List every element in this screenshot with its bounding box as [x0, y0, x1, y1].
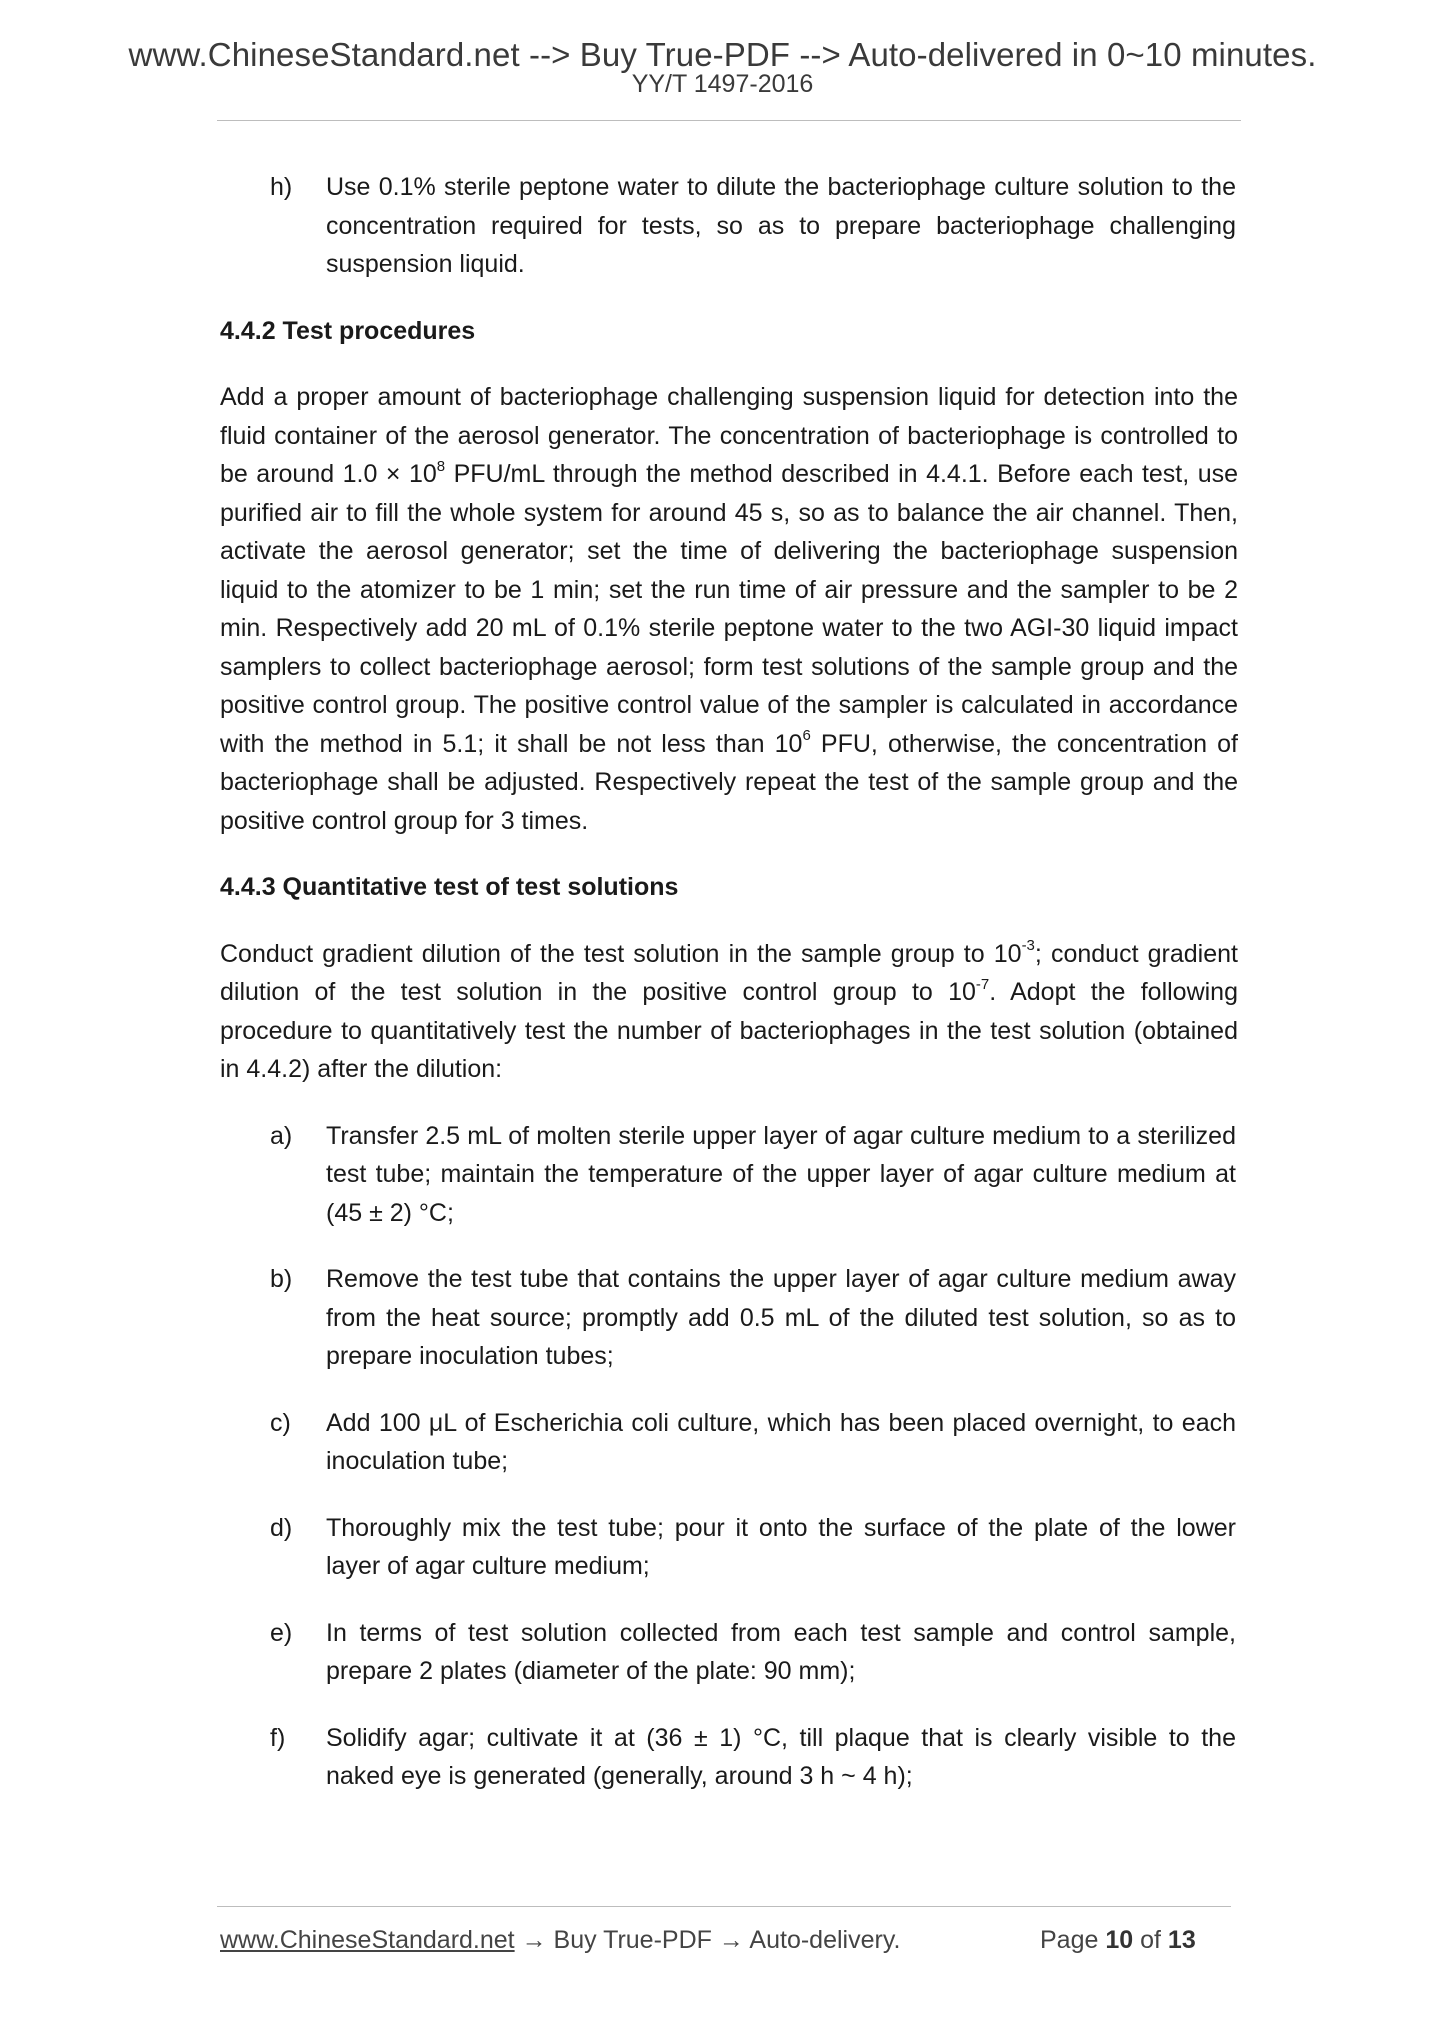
arrow-icon: → [711, 1926, 750, 1954]
list-item-label: a) [270, 1121, 293, 1150]
list-item-e [220, 1614, 1238, 1691]
list-item-label: c) [270, 1408, 291, 1437]
list-item-text: Solidify agar; cultivate it at (36 ± 1) °C, till plaque that is clearly visible to the naked eye is generated (generally, around 3 h ~ 4 h); [326, 1723, 1236, 1790]
footer-divider [217, 1906, 1231, 1907]
page-label: Page [1040, 1926, 1099, 1954]
paragraph-text: PFU, otherwise, the concentration of bacteriophage shall be adjusted. Respectively repeat the test of the sample group and the positive control group for 3 times. [220, 729, 1238, 835]
arrow-icon: → [514, 1926, 554, 1954]
site-link[interactable]: www.ChineseStandard.net [220, 1926, 515, 1954]
superscript: -3 [1021, 937, 1035, 955]
paragraph-text: Conduct gradient dilution of the test solution in the sample group to 10 [220, 939, 1022, 968]
header-divider [217, 120, 1241, 121]
list-item-text: Remove the test tube that contains the upper layer of agar culture medium away from the heat source; promptly add 0.5 mL of the diluted test solution, so as to prepare inoculation tubes; [326, 1265, 1236, 1370]
list-item-text: Thoroughly mix the test tube; pour it onto the surface of the plate of the lower layer of agar culture medium; [326, 1513, 1236, 1580]
paragraph-text: Add a proper amount of bacteriophage challenging suspension liquid for detection into the fluid container of the aerosol generator. The concentration of bacteriophage is controlled to be around 1.0 × 10 [220, 383, 1238, 488]
paragraph-text: . Adopt the following procedure to quantitatively test the number of bacteriophages in the test solution (obtained in 4.4.2) after the dilution: [220, 978, 1238, 1083]
page-indicator [1040, 1925, 1196, 1955]
section-heading-4-4-2: 4.4.2 Test procedures [220, 316, 476, 345]
list-item-a [220, 1117, 1238, 1233]
section-heading-4-4-3: 4.4.3 Quantitative test of test solutions [220, 873, 679, 901]
superscript: -7 [975, 975, 990, 993]
list-item-f [220, 1719, 1238, 1796]
list-item-d [220, 1509, 1238, 1586]
total-pages: 13 [1167, 1926, 1196, 1954]
list-item-label: h) [270, 173, 293, 201]
footer-links [220, 1925, 900, 1955]
page-number: 10 [1105, 1926, 1134, 1954]
of-label: of [1140, 1926, 1161, 1954]
list-item-text: Use 0.1% sterile peptone water to dilute the bacteriophage culture solution to the concentration required for tests, so as to prepare bacteriophage challenging suspension liquid. [326, 173, 1236, 278]
list-item-label: f) [270, 1723, 286, 1752]
list-item-text: In terms of test solution collected from each test sample and control sample, prepare 2 plates (diameter of the plate: 90 mm); [326, 1618, 1236, 1685]
quantitative-test-paragraph [220, 935, 1238, 1089]
list-item-label: e) [270, 1618, 293, 1647]
delivery-text: Auto-delivery. [749, 1926, 901, 1954]
paragraph-text: PFU/mL through the method described in 4.4.1. Before each test, use purified air to fill the whole system for around 45 s, so as to balance the air channel. Then, activate the aerosol generator; set the time of delivering the bacteriophage suspension liquid to the atomizer to be 1 min; set the run time of air pressure and the sampler to be 2 min. Respectively add 20 mL of 0.1% sterile peptone water to the two AGI-30 liquid impact samplers to collect bacteriophage aerosol; form test solutions of the sample group and the positive control group. The positive control value of the sampler is calculated in accordance with the method in 5.1; it shall be not less than 10 [220, 460, 1238, 758]
superscript: 6 [802, 727, 811, 745]
document-body [220, 168, 1238, 1824]
standard-code: YY/T 1497-2016 [631, 70, 814, 98]
list-item-b [220, 1260, 1238, 1376]
test-procedures-paragraph [220, 378, 1238, 840]
list-item-h [220, 168, 1238, 284]
buy-link[interactable]: Buy True-PDF [553, 1926, 712, 1954]
site-banner[interactable]: www.ChineseStandard.net --> Buy True-PDF --> Auto-delivered in 0~10 minutes. [128, 36, 1317, 73]
list-item-text: Add 100 μL of Escherichia coli culture, which has been placed overnight, to each inoculation tube; [326, 1408, 1236, 1475]
paragraph-text: ; conduct gradient dilution of the test solution in the positive control group to 10 [220, 939, 1238, 1006]
list-item-c [220, 1404, 1238, 1481]
list-item-label: d) [270, 1513, 293, 1542]
list-item-label: b) [270, 1265, 293, 1293]
superscript: 8 [436, 457, 446, 475]
list-item-text: Transfer 2.5 mL of molten sterile upper layer of agar culture medium to a sterilized test tube; maintain the temperature of the upper layer of agar culture medium at (45 ± 2) °C; [326, 1121, 1236, 1227]
